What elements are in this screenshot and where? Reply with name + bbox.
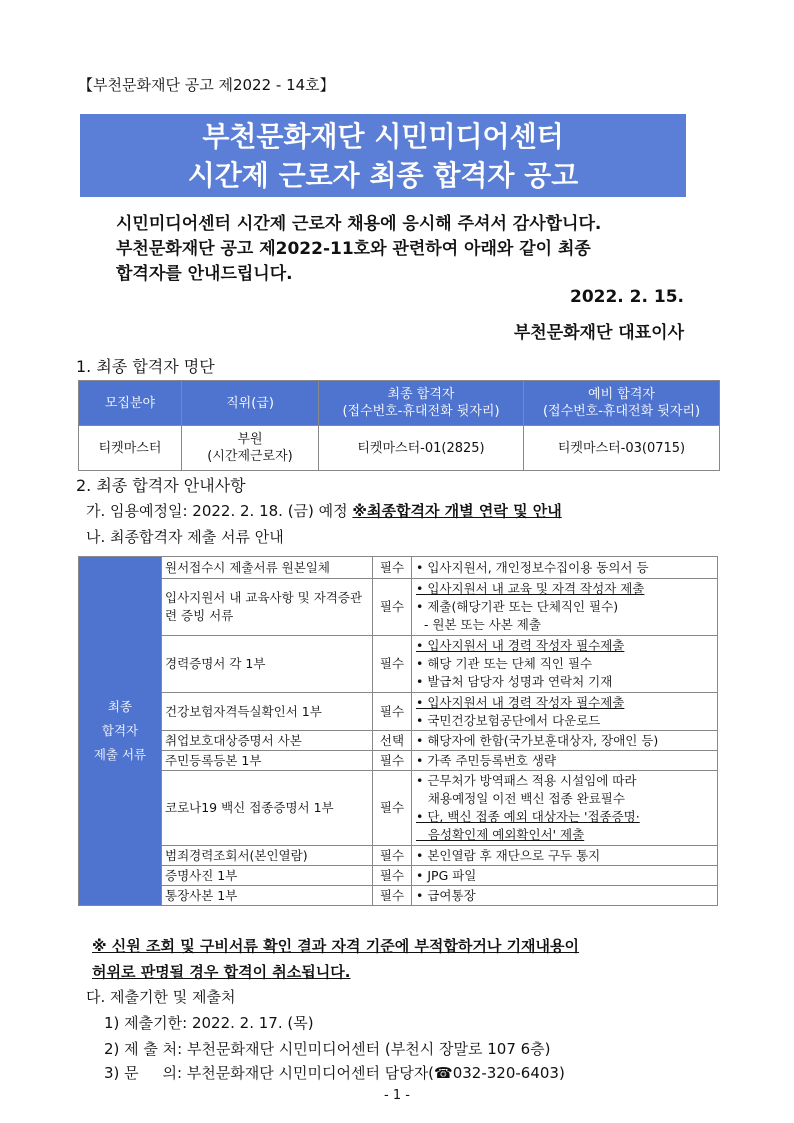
start-date-emphasis: ※최종합격자 개별 연락 및 안내 [352, 502, 562, 520]
intro-text [116, 212, 696, 287]
intro-line-2: 부천문화재단 공고 제2022-11호와 관련하여 아래와 같이 최종 [116, 239, 591, 259]
submission-place: 2) 제 출 처: 부천문화재단 시민미디어센터 (부천시 장말로 107 6층) [104, 1040, 551, 1058]
doc-requirement: 필수 [373, 886, 412, 906]
doc-note [412, 846, 718, 866]
title-line-2: 시간제 근로자 최종 합격자 공고 [187, 158, 579, 192]
note-line: • 입사지원서, 개인정보수집이용 동의서 등 [416, 559, 649, 575]
intro-line-1: 시민미디어센터 시간제 근로자 채용에 응시해 주셔서 감사합니다. [116, 214, 602, 234]
section-1-heading: 1. 최종 합격자 명단 [76, 357, 215, 376]
header-reserve-sub: (접수번호-휴대전화 뒷자리) [542, 404, 701, 419]
submission-deadline: 1) 제출기한: 2022. 2. 17. (목) [104, 1014, 314, 1032]
table-row [79, 771, 718, 846]
cell-final: 티켓마스터-01(2825) [319, 426, 524, 471]
doc-requirement: 필수 [373, 579, 412, 636]
documents-heading: 나. 최종합격자 제출 서류 안내 [86, 528, 284, 546]
doc-note [412, 886, 718, 906]
doc-requirement: 선택 [373, 731, 412, 751]
submission-heading: 다. 제출기한 및 제출처 [86, 988, 236, 1006]
doc-note [412, 751, 718, 771]
note-line: • 가족 주민등록번호 생략 [416, 752, 557, 768]
table-row [79, 636, 718, 693]
note-line: • 국민건강보험공단에서 다운로드 [416, 712, 601, 728]
doc-note [412, 579, 718, 636]
start-date-line [86, 500, 562, 521]
issuer: 부천문화재단 대표이사 [513, 323, 684, 343]
table-row [79, 731, 718, 751]
doc-name: 통장사본 1부 [162, 886, 373, 906]
note-line: • 단, 백신 접종 예외 대상자는 '접종증명· [416, 809, 640, 824]
documents-table [78, 556, 718, 906]
doc-name: 범죄경력조회서(본인열람) [162, 846, 373, 866]
cell-position [182, 426, 319, 471]
doc-name: 주민등록등본 1부 [162, 751, 373, 771]
doc-name: 취업보호대상증명서 사본 [162, 731, 373, 751]
note-line: - 원본 또는 사본 제출 [416, 617, 541, 632]
note-line: • 발급처 담당자 성명과 연락처 기재 [416, 674, 613, 689]
category-line-2: 합격자 [101, 723, 139, 738]
note-line: • 본인열람 후 재단으로 구두 통지 [416, 847, 601, 863]
note-line: • 입사지원서 내 경력 작성자 필수제출 [416, 694, 625, 710]
doc-requirement: 필수 [373, 846, 412, 866]
final-candidates-table [78, 380, 720, 471]
note-line: • JPG 파일 [416, 867, 477, 883]
doc-name: 증명사진 1부 [162, 866, 373, 886]
note-line: 채용예정일 이전 백신 접종 완료필수 [416, 791, 625, 806]
doc-note [412, 557, 718, 579]
table-row [79, 579, 718, 636]
table-row [79, 846, 718, 866]
warning-notice [92, 933, 712, 985]
section-2-heading: 2. 최종 합격자 안내사항 [76, 476, 246, 495]
table-row [79, 866, 718, 886]
intro-line-3: 합격자를 안내드립니다. [116, 264, 293, 284]
page-number: - 1 - [384, 1088, 410, 1103]
doc-requirement: 필수 [373, 557, 412, 579]
note-line: • 해당 기관 또는 단체 직인 필수 [416, 656, 593, 671]
header-reserve-title: 예비 합격자 [588, 387, 655, 402]
table-row [79, 557, 718, 579]
position-line-2: (시간제근로자) [207, 449, 293, 464]
note-line: • 근무처가 방역패스 적용 시설임에 따라 [416, 773, 637, 788]
doc-note [412, 771, 718, 846]
start-date-text: 가. 임용예정일: 2022. 2. 18. (금) 예정 [86, 502, 353, 520]
notice-number: 【부천문화재단 공고 제2022 - 14호】 [78, 76, 335, 94]
doc-requirement: 필수 [373, 636, 412, 693]
doc-note [412, 866, 718, 886]
note-line: • 입사지원서 내 교육 및 자격 작성자 제출 [416, 581, 645, 596]
header-final-sub: (접수번호-휴대전화 뒷자리) [342, 404, 500, 419]
note-line: • 해당자에 한함(국가보훈대상자, 장애인 등) [416, 732, 659, 748]
cell-reserve: 티켓마스터-03(0715) [524, 426, 720, 471]
doc-note [412, 636, 718, 693]
doc-name: 코로나19 백신 접종증명서 1부 [162, 771, 373, 846]
category-cell [79, 557, 162, 906]
doc-requirement: 필수 [373, 751, 412, 771]
doc-name: 경력증명서 각 1부 [162, 636, 373, 693]
header-final-title: 최종 합격자 [387, 387, 455, 402]
note-line: • 입사지원서 내 경력 작성자 필수제출 [416, 638, 625, 653]
header-position: 직위(급) [182, 381, 319, 426]
note-line: • 제출(해당기관 또는 단체직인 필수) [416, 599, 619, 614]
header-final [319, 381, 524, 426]
note-line: 음성확인제 예외확인서' 제출 [416, 827, 585, 842]
position-line-1: 부원 [237, 432, 263, 447]
doc-requirement: 필수 [373, 693, 412, 731]
table-row [79, 751, 718, 771]
doc-requirement: 필수 [373, 771, 412, 846]
doc-note [412, 731, 718, 751]
title-line-1: 부천문화재단 시민미디어센터 [202, 119, 564, 153]
doc-note [412, 693, 718, 731]
category-line-1: 최종 [107, 699, 133, 714]
title-banner [80, 114, 686, 197]
submission-contact: 3) 문 의: 부천문화재단 시민미디어센터 담당자(☎032-320-6403) [104, 1064, 565, 1082]
table-row [79, 426, 720, 471]
doc-requirement: 필수 [373, 866, 412, 886]
table-row [79, 693, 718, 731]
doc-name: 입사지원서 내 교육사항 및 자격증관련 증빙 서류 [162, 579, 373, 636]
table-row [79, 886, 718, 906]
note-line: • 급여통장 [416, 887, 476, 903]
warning-line-2: 허위로 판명될 경우 합격이 취소됩니다. [92, 963, 351, 981]
table-header-row [79, 381, 720, 426]
category-line-3: 제출 서류 [93, 747, 147, 762]
announcement-date: 2022. 2. 15. [569, 287, 684, 307]
doc-name: 건강보험자격득실확인서 1부 [162, 693, 373, 731]
doc-name: 원서접수시 제출서류 원본일체 [162, 557, 373, 579]
warning-line-1: ※ 신원 조회 및 구비서류 확인 결과 자격 기준에 부적합하거나 기재내용이 [92, 937, 580, 955]
header-field: 모집분야 [79, 381, 182, 426]
cell-field: 티켓마스터 [79, 426, 182, 471]
header-reserve [524, 381, 720, 426]
